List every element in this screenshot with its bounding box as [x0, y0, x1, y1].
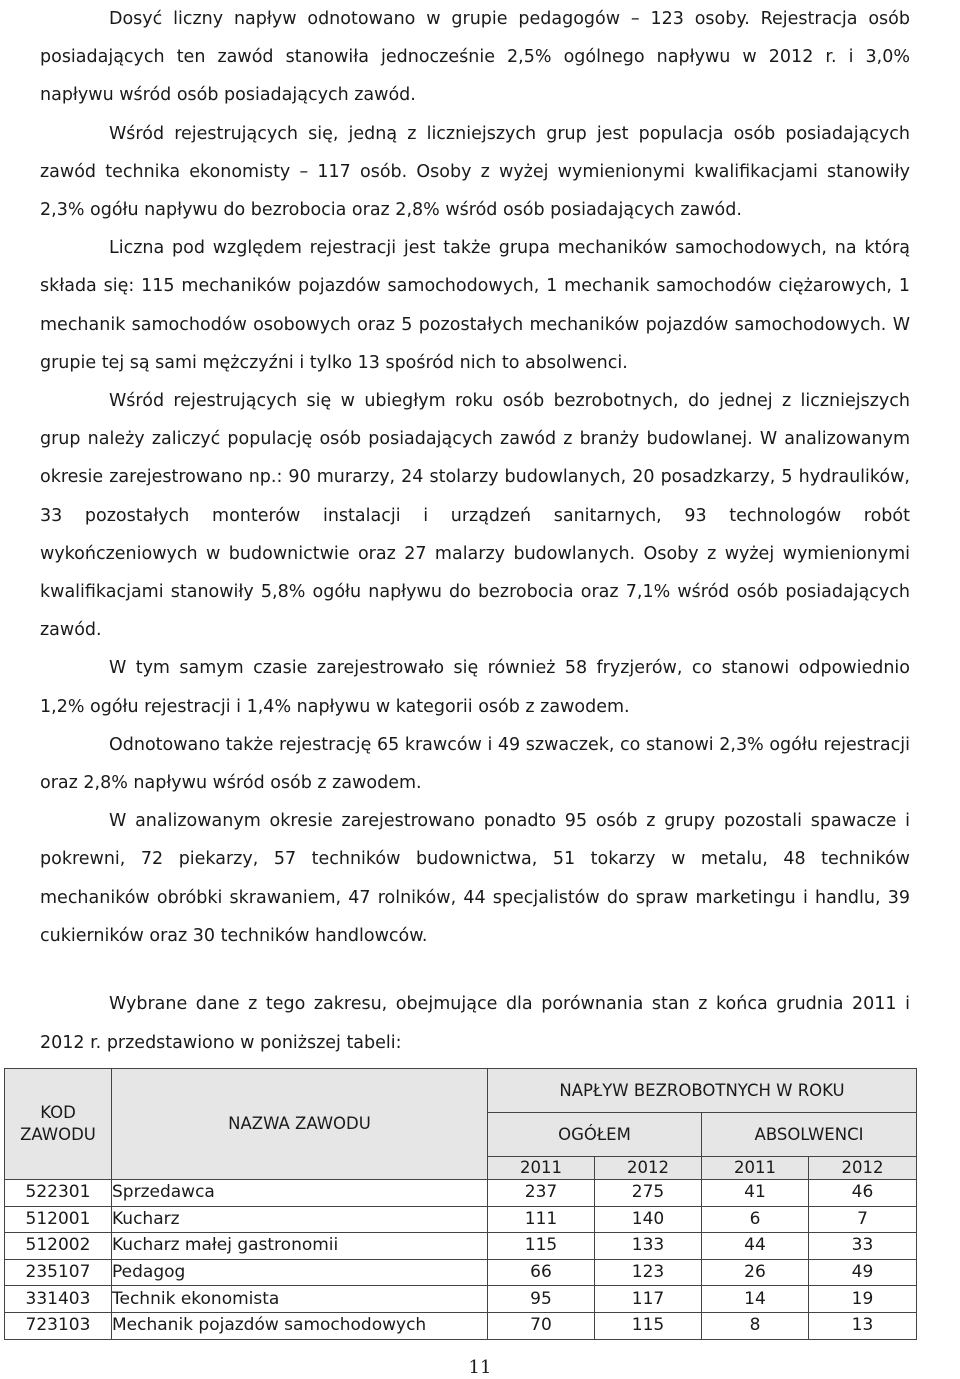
cell-value: 111: [488, 1206, 595, 1233]
cell-value: 117: [595, 1286, 702, 1313]
cell-nazwa: Sprzedawca: [112, 1180, 488, 1207]
cell-value: 26: [702, 1259, 809, 1286]
header-year: 2012: [595, 1156, 702, 1179]
paragraph: W analizowanym okresie zarejestrowano ponadto 95 osób z grupy pozostali spawacze i pokrewni, 72 piekarzy, 57 techników budownictwa, 51 tokarzy w metalu, 48 techników mechaników obróbki skrawaniem, 47 rolników, 44 specjalistów do spraw marketingu i handlu, 39 cukierników oraz 30 techników handlowców.: [40, 811, 910, 946]
cell-nazwa: Mechanik pojazdów samochodowych: [112, 1312, 488, 1339]
data-table: [4, 1068, 917, 1340]
table-header: [5, 1069, 917, 1180]
cell-value: 19: [809, 1286, 917, 1313]
cell-value: 14: [702, 1286, 809, 1313]
cell-value: 275: [595, 1180, 702, 1207]
cell-value: 33: [809, 1233, 917, 1260]
header-naplyw: NAPŁYW BEZROBOTNYCH W ROKU: [488, 1069, 917, 1113]
cell-kod: 512001: [5, 1206, 112, 1233]
paragraph: Liczna pod względem rejestracji jest także grupa mechaników samochodowych, na którą składa się: 115 mechaników pojazdów samochodowych, 1 mechanik samochodów ciężarowych, 1 mechanik samochodów osobowych oraz 5 pozostałych mechaników pojazdów samochodowych. W grupie tej są sami mężczyźni i tylko 13 spośród nich to absolwenci.: [40, 238, 910, 373]
table-row: [5, 1233, 917, 1260]
cell-value: 13: [809, 1312, 917, 1339]
cell-value: 123: [595, 1259, 702, 1286]
header-nazwa-zawodu: NAZWA ZAWODU: [112, 1069, 488, 1180]
table-intro: Wybrane dane z tego zakresu, obejmujące dla porównania stan z końca grudnia 2011 i 2012 r. przedstawiono w poniższej tabeli:: [40, 994, 910, 1053]
paragraph: Odnotowano także rejestrację 65 krawców i 49 szwaczek, co stanowi 2,3% ogółu rejestracji oraz 2,8% napływu wśród osób z zawodem.: [40, 734, 910, 794]
cell-kod: 512002: [5, 1233, 112, 1260]
table-row: [5, 1286, 917, 1313]
cell-nazwa: Kucharz małej gastronomii: [112, 1233, 488, 1260]
cell-value: 133: [595, 1233, 702, 1260]
cell-value: 66: [488, 1259, 595, 1286]
cell-value: 95: [488, 1286, 595, 1313]
paragraph: Dosyć liczny napływ odnotowano w grupie pedagogów – 123 osoby. Rejestracja osób posiadających ten zawód stanowiła jednocześnie 2,5% ogólnego napływu w 2012 r. i 3,0% napływu wśród osób posiadających zawód.: [40, 9, 910, 106]
header-year: 2011: [488, 1156, 595, 1179]
header-kod-zawodu: KOD ZAWODU: [5, 1069, 112, 1180]
paragraph: Wśród rejestrujących się, jedną z liczniejszych grup jest populacja osób posiadających zawód technika ekonomisty – 117 osób. Osoby z wyżej wymienionymi kwalifikacjami stanowiły 2,3% ogółu napływu do bezrobocia oraz 2,8% wśród osób posiadających zawód.: [40, 123, 910, 221]
page-number: 11: [468, 1357, 492, 1378]
header-ogolem: OGÓŁEM: [488, 1112, 702, 1156]
header-year: 2012: [809, 1156, 917, 1179]
table-row: [5, 1180, 917, 1207]
header-absolwenci: ABSOLWENCI: [702, 1112, 917, 1156]
cell-value: 115: [488, 1233, 595, 1260]
body-text: [40, 0, 910, 955]
cell-value: 140: [595, 1206, 702, 1233]
cell-value: 44: [702, 1233, 809, 1260]
cell-value: 6: [702, 1206, 809, 1233]
cell-value: 46: [809, 1180, 917, 1207]
cell-value: 115: [595, 1312, 702, 1339]
cell-nazwa: Kucharz: [112, 1206, 488, 1233]
table-row: [5, 1206, 917, 1233]
paragraph: W tym samym czasie zarejestrowało się również 58 fryzjerów, co stanowi odpowiednio 1,2% ogółu rejestracji i 1,4% napływu w kategorii osób z zawodem.: [40, 658, 910, 717]
table-row: [5, 1259, 917, 1286]
cell-value: 41: [702, 1180, 809, 1207]
cell-kod: 235107: [5, 1259, 112, 1286]
cell-value: 7: [809, 1206, 917, 1233]
cell-value: 237: [488, 1180, 595, 1207]
cell-value: 8: [702, 1312, 809, 1339]
table-body: [5, 1180, 917, 1340]
header-year: 2011: [702, 1156, 809, 1179]
table-row: [5, 1312, 917, 1339]
paragraph: Wśród rejestrujących się w ubiegłym roku osób bezrobotnych, do jednej z liczniejszych grup należy zaliczyć populację osób posiadających zawód z branży budowlanej. W analizowanym okresie zarejestrowano np.: 90 murarzy, 24 stolarzy budowlanych, 20 posadzkarzy, 5 hydraulików, 33 pozostałych monterów instalacji i urządzeń sanitarnych, 93 technologów robót wykończeniowych w budownictwie oraz 27 malarzy budowlanych. Osoby z wyżej wymienionymi kwalifikacjami stanowiły 5,8% ogółu napływu do bezrobocia oraz 7,1% wśród osób posiadających zawód.: [40, 391, 910, 641]
cell-nazwa: Pedagog: [112, 1259, 488, 1286]
cell-value: 49: [809, 1259, 917, 1286]
cell-kod: 723103: [5, 1312, 112, 1339]
cell-kod: 522301: [5, 1180, 112, 1207]
cell-nazwa: Technik ekonomista: [112, 1286, 488, 1313]
cell-kod: 331403: [5, 1286, 112, 1313]
cell-value: 70: [488, 1312, 595, 1339]
